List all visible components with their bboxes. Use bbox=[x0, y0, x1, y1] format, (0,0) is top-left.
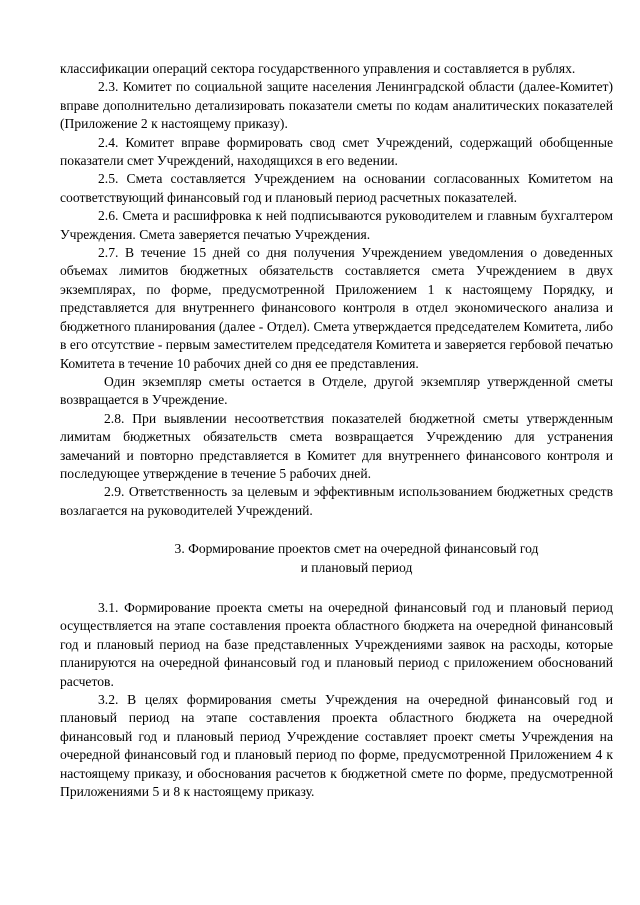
section-heading-line-1: 3. Формирование проектов смет на очередной финансовый год bbox=[174, 541, 539, 557]
paragraph-2-6: 2.6. Смета и расшифровка к ней подписываются руководителем и главным бухгалтером Учреждения. Смета заверяется печатью Учреждения. bbox=[60, 208, 613, 242]
paragraph-2-8: 2.8. При выявлении несоответствия показателей бюджетной сметы утвержденным лимитам бюджетных обязательств смета возвращается Учреждению для устранения замечаний и повторно представляется в Комитет для внутреннего финансового контроля и последующее утверждение в течение 5 рабочих дней. bbox=[60, 410, 613, 481]
paragraph-2-3: 2.3. Комитет по социальной защите населения Ленинградской области (далее-Комитет) вправе дополнительно детализировать показатели сметы по кодам аналитических показателей (Приложение 2 к настоящему приказу). bbox=[60, 79, 613, 132]
paragraph-3-2: 3.2. В целях формирования сметы Учреждения на очередной финансовый год и плановый период на этапе составления проекта областного бюджета на очередной финансовый год и плановый период Учреждение составляет проект сметы Учреждения на очередной финансовый год и плановый период по форме, предусмотренной Приложением 4 к настоящему приказу, и обоснования расчетов к бюджетной смете по форме, предусмотренной Приложениями 5 и 8 к настоящему приказу. bbox=[60, 692, 613, 800]
paragraph-2-7-continued: Один экземпляр сметы остается в Отделе, другой экземпляр утвержденной сметы возвращается в Учреждение. bbox=[60, 373, 613, 408]
paragraph-continuation: классификации операций сектора государственного управления и составляется в рублях. bbox=[60, 61, 576, 76]
paragraph-2-5: 2.5. Смета составляется Учреждением на основании согласованных Комитетом на соответствующий финансовый год и плановый период расчетных показателей. bbox=[60, 171, 613, 205]
paragraph-2-9: 2.9. Ответственность за целевым и эффективным использованием бюджетных средств возлагается на руководителей Учреждений. bbox=[60, 484, 613, 518]
paragraph-3-1: 3.1. Формирование проекта сметы на очередной финансовый год и плановый период осуществляется на этапе составления проекта областного бюджета на очередной финансовый год и плановый период на базе представленных Учреждениями заявок на расходы, которые планируются на очередной финансовый год и плановый период с приложением обоснований расчетов. bbox=[60, 599, 613, 689]
document-page bbox=[60, 60, 613, 801]
paragraph-2-7: 2.7. В течение 15 дней со дня получения Учреждением уведомления о доведенных объемах лимитов бюджетных обязательств составляется смета Учреждением в двух экземплярах, по форме, предусмотренной Приложением 1 к настоящему Порядку, и представляется для внутреннего финансового контроля в отдел экономического анализа и бюджетного планирования (далее - Отдел). Смета утверждается председателем Комитета, либо в его отсутствие - первым заместителем председателя Комитета и заверяется гербовой печатью Комитета в течение 10 рабочих дней со дня ее представления. bbox=[60, 245, 613, 371]
paragraph-2-4: 2.4. Комитет вправе формировать свод смет Учреждений, содержащий обобщенные показатели смет Учреждений, находящихся в его ведении. bbox=[60, 134, 613, 169]
section-heading bbox=[60, 540, 613, 577]
section-heading-line-2: и плановый период bbox=[300, 559, 413, 575]
